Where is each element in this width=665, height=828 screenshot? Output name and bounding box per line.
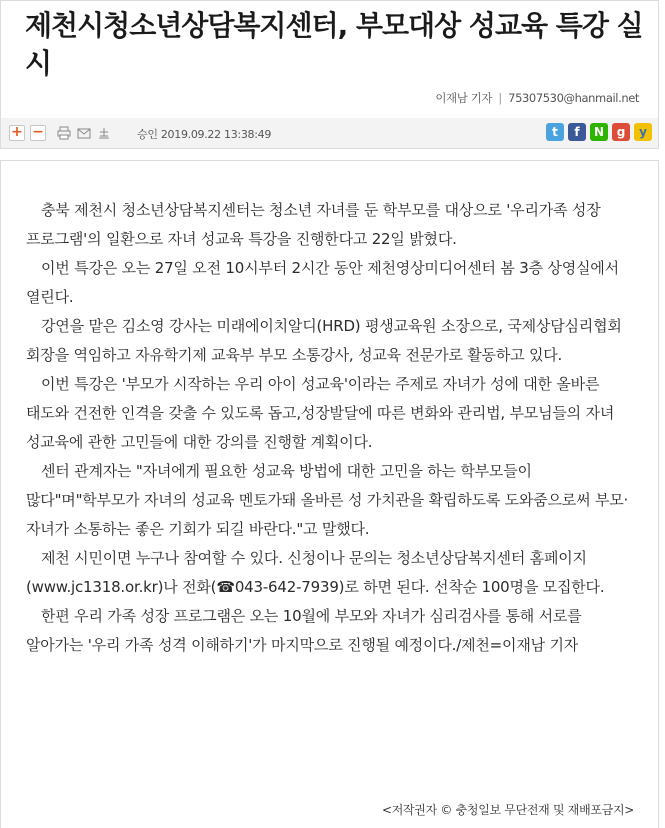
font-decrease-button[interactable]: −: [30, 125, 46, 141]
yozm-share-icon[interactable]: y: [634, 123, 652, 141]
copyright-notice: <저작권자 © 충청일보 무단전재 및 재배포금지>: [381, 803, 634, 817]
google-share-icon[interactable]: g: [612, 123, 630, 141]
article-paragraph: 이번 특강은 '부모가 시작하는 우리 아이 성교육'이라는 주제로 자녀가 성에 대한 올바른 태도와 건전한 인격을 갖출 수 있도록 돕고,성장발달에 따른 변화와 관리법, 부모님들의 자녀 성교육에 관한 고민들에 대한 강의를 진행할 계획이다.: [26, 375, 615, 451]
article-header: [0, 0, 659, 120]
reporter-name: 이재남 기자: [435, 91, 493, 105]
article-paragraph: 충북 제천시 청소년상담복지센터는 청소년 자녀를 둔 학부모를 대상으로 '우리가족 성장 프로그램'의 일환으로 자녀 성교육 특강을 진행한다고 22일 밝혔다.: [26, 201, 601, 248]
print-icon[interactable]: [56, 124, 72, 141]
reporter-email[interactable]: 75307530@hanmail.net: [508, 91, 639, 105]
facebook-share-icon[interactable]: f: [568, 123, 586, 141]
article-paragraph: 센터 관계자는 "자녀에게 필요한 성교육 방법에 대한 고민을 하는 학부모들이 많다"며"학부모가 자녀의 성교육 멘토가돼 올바른 성 가치관을 확립하도록 도와줌으로써 부모·자녀가 소통하는 좋은 기회가 되길 바란다."고 말했다.: [26, 462, 629, 538]
article-paragraph: 이번 특강은 오는 27일 오전 10시부터 2시간 동안 제천영상미디어센터 봄 3층 상영실에서 열린다.: [26, 259, 619, 306]
font-increase-button[interactable]: +: [9, 125, 25, 141]
article-paragraph: 제천 시민이면 누구나 참여할 수 있다. 신청이나 문의는 청소년상담복지센터 홈페이지(www.jc1318.or.kr)나 전화(☎043-642-7939)로 하면 된다. 선착순 100명을 모집한다.: [26, 549, 605, 596]
comment-icon[interactable]: [96, 124, 112, 141]
article-paragraph: 강연을 맡은 김소영 강사는 미래에이치알디(HRD) 평생교육원 소장으로, 국제상담심리협회 회장을 역임하고 자유학기제 교육부 부모 소통강사, 성교육 전문가로 활동하고 있다.: [26, 317, 622, 364]
approved-timestamp: 승인 2019.09.22 13:38:49: [137, 128, 272, 141]
twitter-share-icon[interactable]: t: [546, 123, 564, 141]
article-text: [26, 196, 638, 660]
byline-separator: |: [498, 91, 502, 105]
mail-icon[interactable]: [76, 124, 92, 141]
naver-share-icon[interactable]: N: [590, 123, 608, 141]
article-toolbar: [0, 118, 659, 149]
headline: 제천시청소년상담복지센터, 부모대상 성교육 특강 실시: [25, 9, 643, 80]
byline: [435, 90, 639, 106]
article-body-box: [0, 160, 659, 828]
article-paragraph: 한편 우리 가족 성장 프로그램은 오는 10월에 부모와 자녀가 심리검사를 통해 서로를 알아가는 '우리 가족 성격 이해하기'가 마지막으로 진행될 예정이다./제천=이재남 기자: [26, 607, 582, 654]
